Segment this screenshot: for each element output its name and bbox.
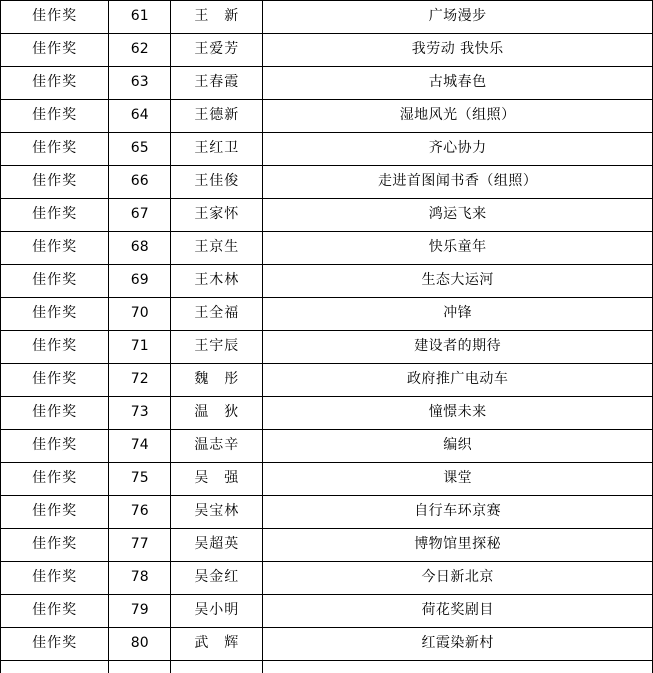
cell-number: 68: [109, 232, 171, 265]
cell-title: 生态大运河: [263, 265, 653, 298]
table-row: [1, 595, 653, 628]
cell-title: 齐心协力: [263, 133, 653, 166]
cell-name: 吴宝林: [171, 496, 263, 529]
table-row: [1, 496, 653, 529]
table-row-partial: [1, 661, 653, 673]
cell-name: 王爱芳: [171, 34, 263, 67]
cell-award: 佳作奖: [1, 298, 109, 331]
cell-name: 王家怀: [171, 199, 263, 232]
cell-award: 佳作奖: [1, 100, 109, 133]
cell-title: 湿地风光（组照）: [263, 100, 653, 133]
cell-award: 佳作奖: [1, 397, 109, 430]
cell-number: 69: [109, 265, 171, 298]
table-row: [1, 397, 653, 430]
cell-name: 吴超英: [171, 529, 263, 562]
cell-name: 吴小明: [171, 595, 263, 628]
table-row: [1, 133, 653, 166]
cell-title: 自行车环京赛: [263, 496, 653, 529]
cell-award: 佳作奖: [1, 529, 109, 562]
cell-name: 王全福: [171, 298, 263, 331]
cell-award: 佳作奖: [1, 199, 109, 232]
cell-name: 王佳俊: [171, 166, 263, 199]
cell-title: 憧憬未来: [263, 397, 653, 430]
cell-title: 课堂: [263, 463, 653, 496]
cell-number: 61: [109, 1, 171, 34]
cell-award: 佳作奖: [1, 331, 109, 364]
cell-award: 佳作奖: [1, 1, 109, 34]
cell-title: 广场漫步: [263, 1, 653, 34]
table-row: [1, 199, 653, 232]
table-row: [1, 529, 653, 562]
cell-title: 快乐童年: [263, 232, 653, 265]
cell-name: 温志辛: [171, 430, 263, 463]
cell-title: 鸿运飞来: [263, 199, 653, 232]
cell-number: 70: [109, 298, 171, 331]
cell-number: 77: [109, 529, 171, 562]
cell-title: 政府推广电动车: [263, 364, 653, 397]
table-row: [1, 265, 653, 298]
cell-title: 走进首图闻书香（组照）: [263, 166, 653, 199]
table-row: [1, 364, 653, 397]
cell-title: 我劳动 我快乐: [263, 34, 653, 67]
cell-award: 佳作奖: [1, 34, 109, 67]
cell-award: 佳作奖: [1, 595, 109, 628]
cell-award: 佳作奖: [1, 265, 109, 298]
cell-title: 红霞染新村: [263, 628, 653, 661]
cell-title: 古城春色: [263, 67, 653, 100]
cell-name: 王 新: [171, 1, 263, 34]
table-row: [1, 232, 653, 265]
table-row: [1, 463, 653, 496]
cell-number: 74: [109, 430, 171, 463]
cell-number: 78: [109, 562, 171, 595]
cell-title: 博物馆里探秘: [263, 529, 653, 562]
cell-name: 温 狄: [171, 397, 263, 430]
cell-number: 80: [109, 628, 171, 661]
table-row: [1, 298, 653, 331]
cell-number: 67: [109, 199, 171, 232]
cell-number: 75: [109, 463, 171, 496]
cell-number: 71: [109, 331, 171, 364]
cell-title: 今日新北京: [263, 562, 653, 595]
cell-name: 王红卫: [171, 133, 263, 166]
cell-award: 佳作奖: [1, 364, 109, 397]
table-row: [1, 562, 653, 595]
table-row: [1, 628, 653, 661]
cell-award: 佳作奖: [1, 166, 109, 199]
table-row: [1, 1, 653, 34]
table-row: [1, 34, 653, 67]
cell-name: [171, 661, 263, 673]
cell-name: 王宇辰: [171, 331, 263, 364]
cell-name: 王德新: [171, 100, 263, 133]
cell-name: 王京生: [171, 232, 263, 265]
table-body: [1, 1, 653, 673]
cell-name: 武 辉: [171, 628, 263, 661]
cell-award: 佳作奖: [1, 463, 109, 496]
cell-title: 冲锋: [263, 298, 653, 331]
cell-name: 王木林: [171, 265, 263, 298]
cell-award: 佳作奖: [1, 562, 109, 595]
table-row: [1, 430, 653, 463]
table-row: [1, 166, 653, 199]
cell-number: 76: [109, 496, 171, 529]
cell-title: 荷花奖剧目: [263, 595, 653, 628]
cell-number: 64: [109, 100, 171, 133]
cell-number: 66: [109, 166, 171, 199]
cell-number: 79: [109, 595, 171, 628]
cell-title: 编织: [263, 430, 653, 463]
table-row: [1, 67, 653, 100]
cell-number: 73: [109, 397, 171, 430]
cell-title: [263, 661, 653, 673]
cell-name: 吴金红: [171, 562, 263, 595]
cell-award: 佳作奖: [1, 496, 109, 529]
table-row: [1, 331, 653, 364]
cell-number: 72: [109, 364, 171, 397]
cell-name: 王春霞: [171, 67, 263, 100]
cell-award: 佳作奖: [1, 133, 109, 166]
cell-award: 佳作奖: [1, 232, 109, 265]
cell-number: 62: [109, 34, 171, 67]
cell-name: 魏 彤: [171, 364, 263, 397]
cell-title: 建设者的期待: [263, 331, 653, 364]
cell-award: 佳作奖: [1, 430, 109, 463]
cell-name: 吴 强: [171, 463, 263, 496]
cell-award: 佳作奖: [1, 628, 109, 661]
cell-award: 佳作奖: [1, 67, 109, 100]
cell-number: [109, 661, 171, 673]
cell-award: [1, 661, 109, 673]
table-row: [1, 100, 653, 133]
cell-number: 63: [109, 67, 171, 100]
cell-number: 65: [109, 133, 171, 166]
